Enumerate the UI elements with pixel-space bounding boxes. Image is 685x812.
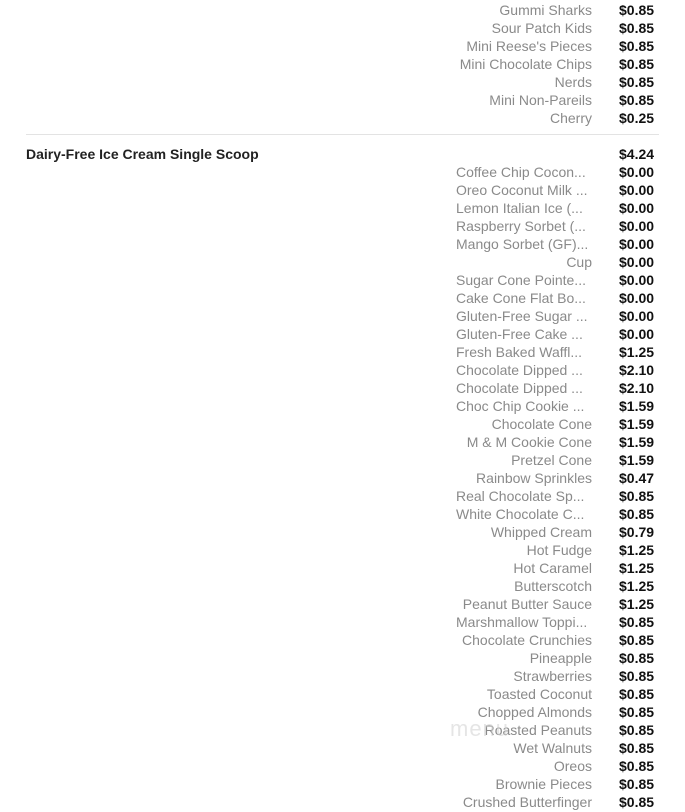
option-name: Brownie Pieces bbox=[495, 776, 592, 792]
section-price: $4.24 bbox=[619, 146, 655, 162]
option-name: Raspberry Sorbet (... bbox=[456, 218, 586, 234]
option-name: Chocolate Crunchies bbox=[462, 632, 592, 648]
menu-option-row bbox=[0, 523, 685, 541]
option-price: $0.85 bbox=[619, 740, 655, 756]
option-price: $0.85 bbox=[619, 758, 655, 774]
menu-option-row bbox=[0, 667, 685, 685]
option-price: $2.10 bbox=[619, 362, 655, 378]
option-price: $0.85 bbox=[619, 686, 655, 702]
option-name: Mango Sorbet (GF)... bbox=[456, 236, 589, 252]
option-name: Chocolate Dipped ... bbox=[456, 380, 583, 396]
option-name: M & M Cookie Cone bbox=[466, 434, 592, 450]
option-price: $1.59 bbox=[619, 452, 655, 468]
option-name: Sour Patch Kids bbox=[491, 20, 592, 36]
option-name: Butterscotch bbox=[514, 578, 592, 594]
menu-option-row bbox=[0, 271, 685, 289]
option-name: Sugar Cone Pointe... bbox=[456, 272, 586, 288]
option-price: $1.25 bbox=[619, 560, 655, 576]
menu-option-row bbox=[0, 685, 685, 703]
option-name: Mini Non-Pareils bbox=[489, 92, 592, 108]
option-price: $0.85 bbox=[619, 74, 655, 90]
menu-option-row bbox=[0, 1, 685, 19]
option-price: $1.59 bbox=[619, 434, 655, 450]
menu-option-row bbox=[0, 199, 685, 217]
option-price: $0.00 bbox=[619, 218, 655, 234]
option-price: $1.25 bbox=[619, 578, 655, 594]
menu-option-row bbox=[0, 649, 685, 667]
option-price: $0.85 bbox=[619, 2, 655, 18]
menu-option-row bbox=[0, 217, 685, 235]
option-price: $0.85 bbox=[619, 722, 655, 738]
option-price: $0.00 bbox=[619, 236, 655, 252]
option-name: Wet Walnuts bbox=[513, 740, 592, 756]
menu-option-row bbox=[0, 595, 685, 613]
option-price: $0.47 bbox=[619, 470, 655, 486]
watermark-logo: menu bbox=[450, 716, 510, 741]
menu-option-row bbox=[0, 379, 685, 397]
option-price: $0.00 bbox=[619, 254, 655, 270]
option-price: $0.85 bbox=[619, 506, 655, 522]
option-name: Peanut Butter Sauce bbox=[462, 596, 592, 612]
option-name: Nerds bbox=[554, 74, 592, 90]
menu-option-row bbox=[0, 397, 685, 415]
menu-option-row bbox=[0, 541, 685, 559]
option-name: Cake Cone Flat Bo... bbox=[456, 290, 586, 306]
option-price: $0.85 bbox=[619, 56, 655, 72]
menu-option-row bbox=[0, 451, 685, 469]
option-name: Hot Caramel bbox=[513, 560, 592, 576]
menu-option-row bbox=[0, 703, 685, 721]
option-price: $0.00 bbox=[619, 308, 655, 324]
option-price: $0.85 bbox=[619, 20, 655, 36]
menu-option-row bbox=[0, 793, 685, 811]
option-name: Choc Chip Cookie ... bbox=[456, 398, 585, 414]
option-name: Chocolate Dipped ... bbox=[456, 362, 583, 378]
menu-option-row bbox=[0, 721, 685, 739]
option-name: Mini Chocolate Chips bbox=[459, 56, 592, 72]
option-name: Cup bbox=[566, 254, 592, 270]
option-price: $0.85 bbox=[619, 776, 655, 792]
option-price: $0.85 bbox=[619, 488, 655, 504]
menu-option-row bbox=[0, 361, 685, 379]
option-price: $1.59 bbox=[619, 398, 655, 414]
option-name: Roasted Peanuts bbox=[484, 722, 592, 738]
option-price: $0.85 bbox=[619, 794, 655, 810]
option-price: $0.85 bbox=[619, 650, 655, 666]
menu-option-row bbox=[0, 613, 685, 631]
menu-option-row bbox=[0, 91, 685, 109]
option-name: Gummi Sharks bbox=[499, 2, 592, 18]
menu-option-row bbox=[0, 415, 685, 433]
option-name: Gluten-Free Cake ... bbox=[456, 326, 583, 342]
option-name: Hot Fudge bbox=[526, 542, 592, 558]
option-price: $0.00 bbox=[619, 272, 655, 288]
option-price: $0.00 bbox=[619, 182, 655, 198]
option-name: White Chocolate C... bbox=[456, 506, 585, 522]
option-price: $0.00 bbox=[619, 290, 655, 306]
menu-option-row bbox=[0, 487, 685, 505]
menu-option-row bbox=[0, 37, 685, 55]
option-name: Oreos bbox=[553, 758, 592, 774]
menu-option-row bbox=[0, 55, 685, 73]
option-price: $0.00 bbox=[619, 200, 655, 216]
option-price: $0.25 bbox=[619, 110, 655, 126]
section-divider bbox=[26, 134, 659, 135]
option-price: $0.85 bbox=[619, 614, 655, 630]
option-name: Whipped Cream bbox=[490, 524, 592, 540]
menu-option-row bbox=[0, 559, 685, 577]
option-name: Strawberries bbox=[513, 668, 592, 684]
menu-option-row bbox=[0, 739, 685, 757]
menu-option-row bbox=[0, 307, 685, 325]
option-name: Chocolate Cone bbox=[491, 416, 592, 432]
menu-option-row bbox=[0, 253, 685, 271]
option-name: Pineapple bbox=[529, 650, 592, 666]
menu-option-row bbox=[0, 109, 685, 127]
option-name: Oreo Coconut Milk ... bbox=[456, 182, 588, 198]
option-price: $0.85 bbox=[619, 38, 655, 54]
option-name: Mini Reese's Pieces bbox=[466, 38, 592, 54]
option-name: Fresh Baked Waffl... bbox=[456, 344, 583, 360]
option-price: $0.85 bbox=[619, 92, 655, 108]
option-price: $0.79 bbox=[619, 524, 655, 540]
option-name: Cherry bbox=[549, 110, 592, 126]
menu-option-row bbox=[0, 469, 685, 487]
option-price: $0.85 bbox=[619, 668, 655, 684]
option-name: Chopped Almonds bbox=[477, 704, 592, 720]
menu-option-row bbox=[0, 577, 685, 595]
menu-option-row bbox=[0, 289, 685, 307]
option-price: $0.00 bbox=[619, 164, 655, 180]
option-name: Coffee Chip Cocon... bbox=[456, 164, 586, 180]
option-name: Rainbow Sprinkles bbox=[476, 470, 592, 486]
option-price: $0.85 bbox=[619, 632, 655, 648]
menu-option-row bbox=[0, 775, 685, 793]
option-price: $1.25 bbox=[619, 596, 655, 612]
menu-option-row bbox=[0, 505, 685, 523]
menu-option-row bbox=[0, 235, 685, 253]
menu-option-row bbox=[0, 19, 685, 37]
menu-option-row bbox=[0, 757, 685, 775]
option-price: $0.85 bbox=[619, 704, 655, 720]
option-price: $0.00 bbox=[619, 326, 655, 342]
option-name: Pretzel Cone bbox=[511, 452, 592, 468]
option-name: Crushed Butterfinger bbox=[462, 794, 592, 810]
option-name: Marshmallow Toppi... bbox=[456, 614, 588, 630]
menu-option-row bbox=[0, 343, 685, 361]
option-price: $1.25 bbox=[619, 344, 655, 360]
menu-option-row bbox=[0, 325, 685, 343]
menu-option-row bbox=[0, 631, 685, 649]
menu-option-row bbox=[0, 433, 685, 451]
option-price: $2.10 bbox=[619, 380, 655, 396]
menu-option-row bbox=[0, 181, 685, 199]
option-name: Gluten-Free Sugar ... bbox=[456, 308, 588, 324]
option-name: Toasted Coconut bbox=[486, 686, 592, 702]
option-price: $1.25 bbox=[619, 542, 655, 558]
option-price: $1.59 bbox=[619, 416, 655, 432]
option-name: Lemon Italian Ice (... bbox=[456, 200, 583, 216]
menu-option-row bbox=[0, 73, 685, 91]
menu-option-row bbox=[0, 163, 685, 181]
section-title: Dairy-Free Ice Cream Single Scoop bbox=[26, 146, 259, 162]
option-name: Real Chocolate Sp... bbox=[456, 488, 585, 504]
